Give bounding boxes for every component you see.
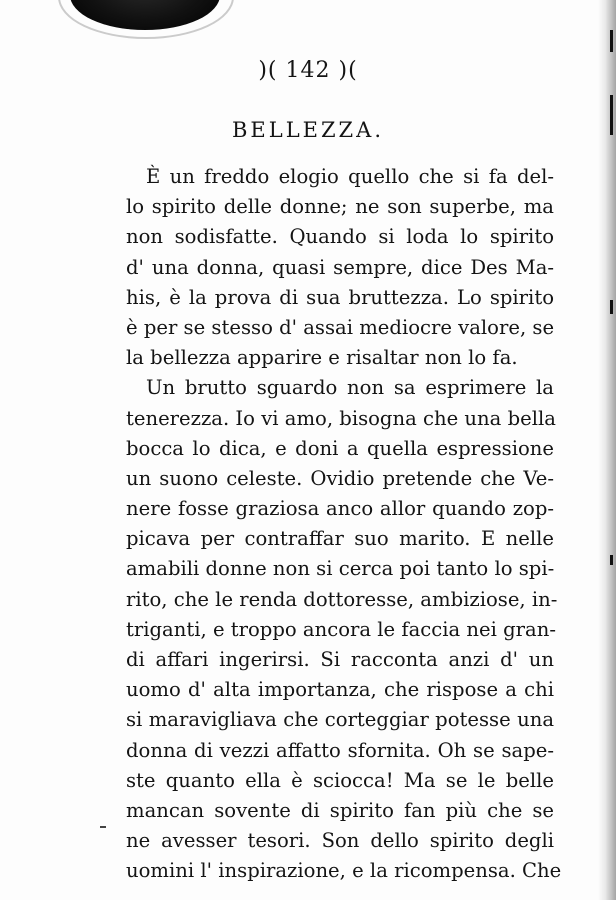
body-text (126, 162, 562, 887)
text-line: la bellezza apparire e risaltar non lo fa. (126, 346, 518, 370)
text-line: si maravigliava che corteggiar potesse una (126, 708, 554, 732)
page-number: )( 142 )( (258, 58, 358, 83)
edge-mark (610, 300, 613, 314)
text-line: his, è la prova di sua bruttezza. Lo spirito (126, 285, 554, 309)
text-line: È un freddo elogio quello che si fa del- (146, 165, 554, 188)
text-line: uomini l' inspirazione, e la ricompensa. Che (126, 859, 562, 883)
text-line: d' una donna, quasi sempre, dice Des Ma- (126, 255, 554, 279)
text-line: ne avesser tesori. Son dello spirito degli (126, 829, 554, 853)
text-line: nere fosse graziosa anco allor quando zop- (126, 497, 554, 521)
chapter-title: BELLEZZA. (231, 118, 384, 142)
text-line: lo spirito delle donne; ne son superbe, ma (126, 195, 554, 219)
text-line: amabili donne non si cerca poi tanto lo spi- (126, 557, 555, 581)
text-line: triganti, e troppo ancora le faccia nei gran- (126, 617, 556, 641)
text-line: bocca lo dica, e doni a quella espressione (126, 436, 554, 460)
text-line: rito, che le renda dottoresse, ambiziose, in- (126, 587, 558, 611)
text-line: non sodisfatte. Quando si loda lo spirito (126, 225, 554, 249)
margin-mark (100, 826, 106, 828)
edge-mark (610, 555, 613, 565)
text-line: di affari ingerirsi. Si racconta anzi d' un (126, 648, 554, 671)
text-line: uomo d' alta importanza, che rispose a chi (126, 678, 554, 702)
text-line: tenerezza. Io vi amo, bisogna che una bella (126, 406, 556, 430)
edge-mark (610, 30, 613, 52)
text-line: Un brutto sguardo non sa esprimere la (146, 376, 554, 400)
text-line: mancan sovente di spirito fan più che se (126, 798, 554, 822)
text-line: picava per contraffar suo marito. E nelle (126, 527, 554, 551)
text-line: è per se stesso d' assai mediocre valore, se (126, 315, 555, 339)
text-line: ste quanto ella è sciocca! Ma se le belle (126, 768, 554, 792)
text-line: un suono celeste. Ovidio pretende che Ve- (126, 466, 554, 490)
text-line: donna di vezzi affatto sfornita. Oh se sape- (126, 738, 554, 762)
